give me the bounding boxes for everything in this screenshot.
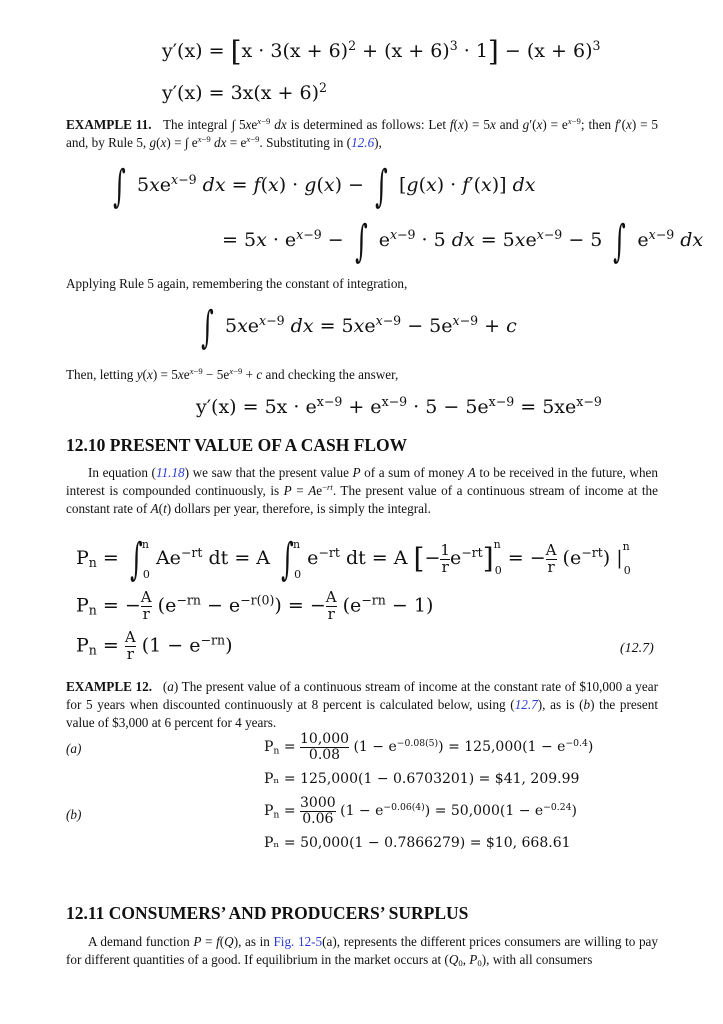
applying-rule-text: Applying Rule 5 again, remembering the constant of integration,	[66, 276, 408, 291]
fraction-10000-over-0-08: $\frac{10,000}{0.08}$	[300, 731, 350, 763]
equation-number-12-7: (12.7)	[620, 641, 654, 656]
example-11-equation-3: ∫ $5xe^{x-9}$ dx = $5xe^{x-9} - 5e^{x-9} + c$	[201, 302, 517, 353]
example-11-paragraph: EXAMPLE 11. The integral ∫ $5xe^{x-9}$ dx is determined as follows: Let f(x) = 5x and $g'(x) = e^{x-9}$; then f′(x) = 5 and, by Rule 5, g(x) = ∫ $e^{x-9}$ dx = $e^{x-9}$. Substituting in (12.6),	[66, 116, 658, 150]
example-12-b-equation-2: Pₙ = 50,000(1 − 0.7866279) = $10, 668.61	[264, 835, 571, 851]
example-12-label: EXAMPLE 12.	[66, 679, 153, 694]
section-12-11-heading: 12.11 CONSUMERS’ AND PRODUCERS’ SURPLUS	[66, 903, 469, 923]
equation-derivative-simplified: $y'(x) = 3x(x + 6)^2$	[162, 80, 328, 104]
fraction-3000-over-0-06: $\frac{3000}{0.06}$	[300, 795, 336, 827]
example-12-a-equation-1: $P_n$ = $\frac{10,000}{0.08}$ $(1 - e^{-0.08(5)}) = 125,000(1 - e^{-0.4})$	[264, 731, 594, 763]
equation-ref-12-6[interactable]: 12.6	[351, 135, 375, 150]
part-a-label: (a)	[66, 741, 82, 756]
equation-ref-11-18[interactable]: 11.18	[155, 465, 185, 480]
example-11-equation-1: ∫ $5xe^{x-9}$ dx = f(x) · g(x) − ∫ [g(x) · f′(x)] dx	[113, 161, 536, 212]
example-11-label: EXAMPLE 11.	[66, 117, 152, 132]
example-12-b-equation-1: $P_n$ = $\frac{3000}{0.06}$ $(1 - e^{-0.06(4)}) = 50,000(1 - e^{-0.24})$	[264, 795, 577, 827]
example-11-equation-2: = $5x \cdot e^{x-9}$ − ∫ $e^{x-9} \cdot 5$ dx = $5xe^{x-9} - 5$ ∫ $e^{x-9}$ dx	[222, 216, 704, 267]
example-12-a-equation-2: Pₙ = 125,000(1 − 0.6703201) = $41, 209.99	[264, 771, 580, 787]
present-value-equation-3: $P_n$ = $\frac{A}{r}$ $(1 - e^{-rn})$	[76, 628, 233, 663]
example-12-paragraph: EXAMPLE 12. (a) The present value of a continuous stream of income at the constant rate of $10,000 a year for 5 years when discounted continuously at 8 percent is calculated below, using (12.7), as is (b) the present value of $3,000 at 6 percent for 4 years.	[66, 679, 658, 730]
section-12-10-paragraph: In equation (11.18) we saw that the present value P of a sum of money A to be received in the future, when interest is compounded continuously, is $P = Ae^{-rt}$. The present value of a continuous stream of income at the constant rate of A(t) dollars per year, therefore, is simply the integral.	[66, 465, 658, 516]
present-value-equation-2: $P_n$ = − $\frac{A}{r}$ $(e^{-rn} - e^{-r(0)})$ = − $\frac{A}{r}$ $(e^{-rn} - 1)$	[76, 588, 434, 623]
section-12-10-heading: 12.10 PRESENT VALUE OF A CASH FLOW	[66, 435, 408, 455]
figure-ref-12-5[interactable]: Fig. 12-5	[273, 934, 323, 949]
equation-ref-12-7[interactable]: 12.7	[514, 697, 538, 712]
checking-answer-text: Then, letting $y(x) = 5xe^{x-9} - 5e^{x-9} + c$ and checking the answer,	[66, 366, 399, 382]
part-b-label: (b)	[66, 807, 82, 822]
equation-derivative-expanded: $y'(x) = [x \cdot 3(x + 6)^2 + (x + 6)^3 \cdot 1] - (x + 6)^3$	[162, 35, 601, 68]
example-11-check-equation: $y'(x) = 5x \cdot e^{x-9} + e^{x-9} \cdot 5 - 5e^{x-9} = 5xe^{x-9}$	[196, 394, 602, 418]
present-value-equation-1: $P_n = \int^n_0$ $Ae^{-rt}$ dt = A ∫$^n_0$ $e^{-rt}$ dt = A [− $\frac{1}{r}$ $e^{-rt}]^n_0$ = − $\frac{A}{r}$ $(e^{-rt})$ $|^n_0$	[76, 534, 631, 585]
section-12-11-paragraph: A demand function P = f(Q), as in Fig. 12-5(a), represents the different prices consumers are willing to pay for different quantities of a good. If equilibrium in the market occurs at ($Q_0$, $P_0$), with all consumers	[66, 934, 659, 969]
